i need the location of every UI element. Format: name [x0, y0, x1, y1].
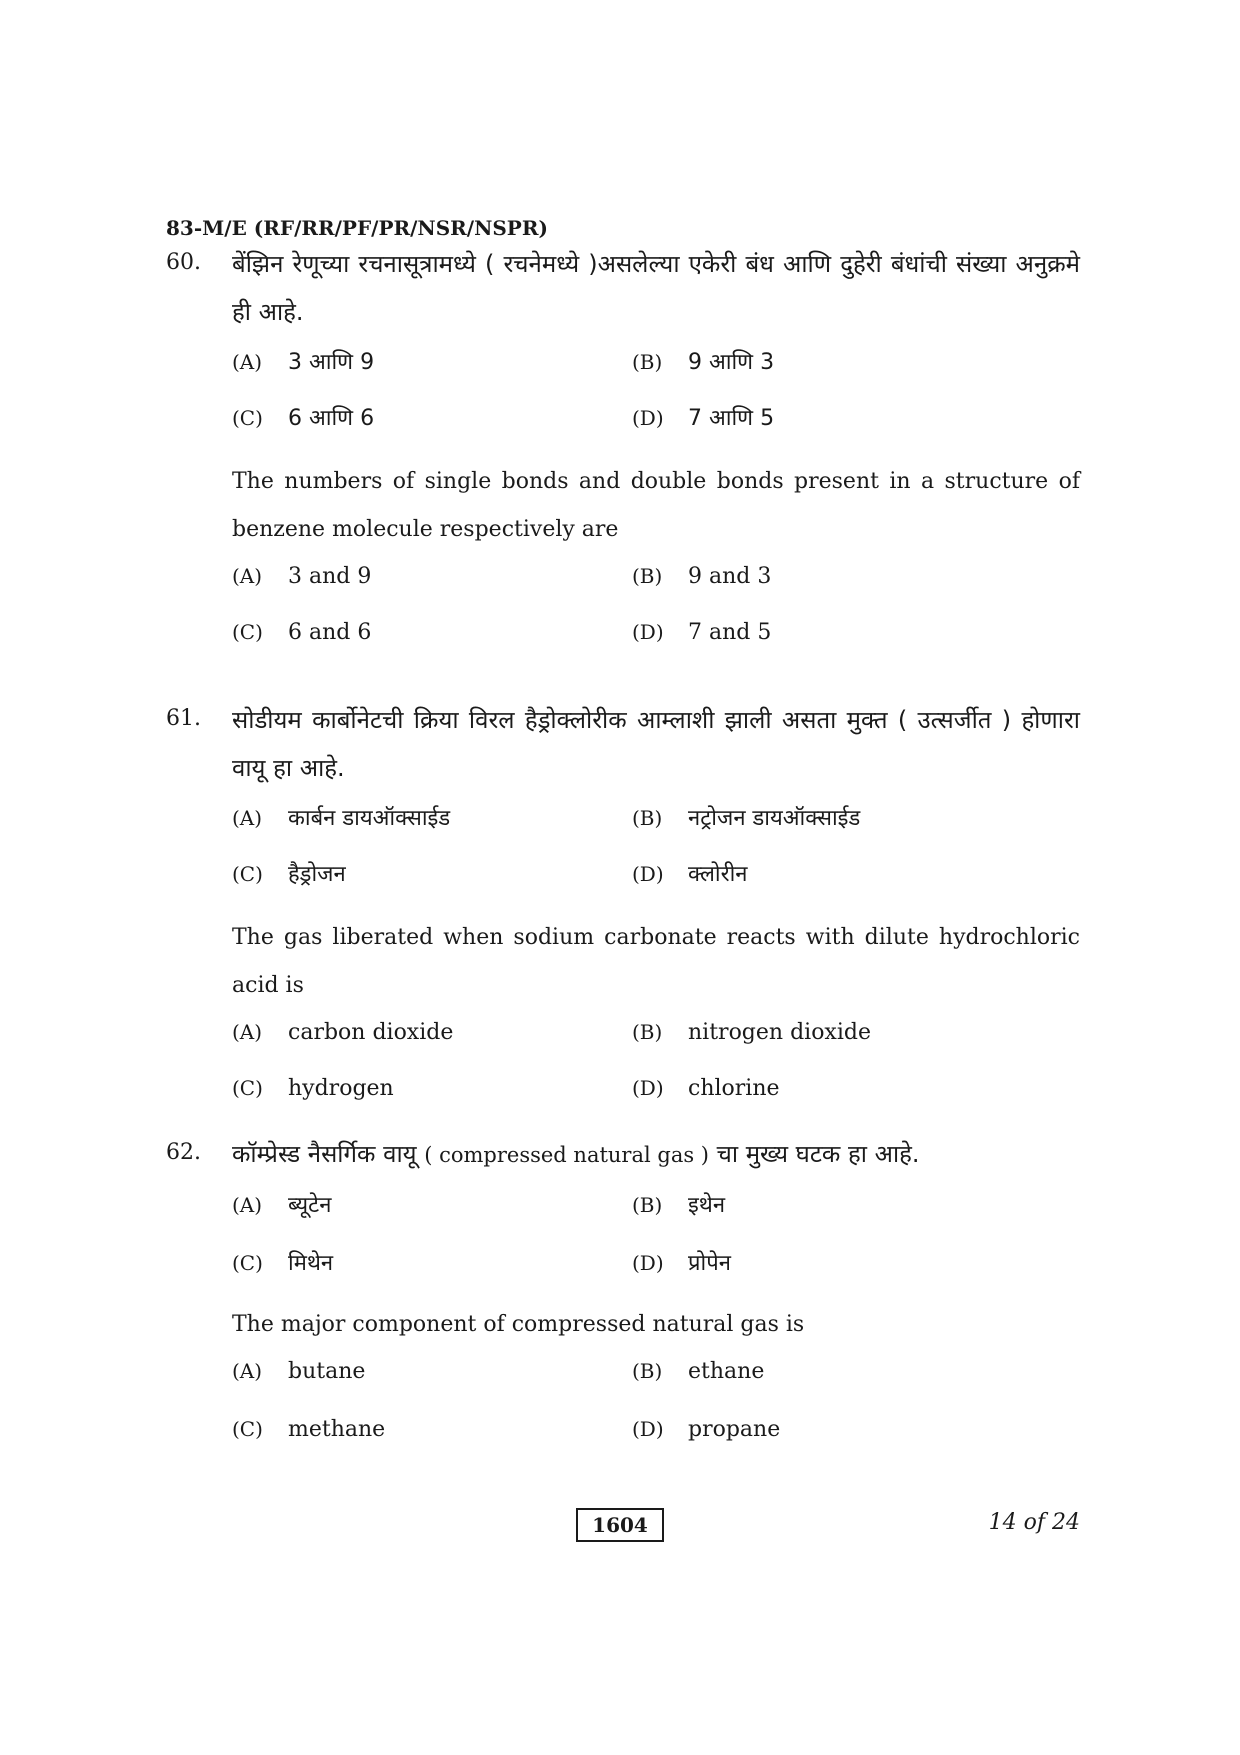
option-text: मिथेन	[288, 1251, 334, 1276]
option-label: (B)	[632, 564, 663, 588]
question-62	[166, 1130, 1080, 1459]
option-text: हैड्रोजन	[288, 862, 346, 887]
question-text-inline-english: ( compressed natural gas )	[424, 1143, 709, 1167]
option-text: methane	[288, 1417, 386, 1442]
option-label: (A)	[232, 1359, 263, 1383]
option-label: (C)	[232, 1251, 263, 1275]
question-60	[166, 240, 1080, 664]
question-number: 61.	[166, 706, 201, 731]
option-text: hydrogen	[288, 1076, 394, 1101]
options-marathi	[232, 792, 1080, 896]
option-d	[632, 402, 774, 432]
option-c	[232, 1417, 385, 1442]
option-text: 9 and 3	[688, 564, 772, 589]
options-english	[232, 554, 1080, 664]
option-text: chlorine	[688, 1076, 780, 1101]
option-label: (D)	[632, 862, 664, 886]
question-number: 60.	[166, 250, 201, 275]
question-text-marathi: बेंझिन रेणूच्या रचनासूत्रामध्ये ( रचनेमध्ये )असलेल्या एकेरी बंध आणि दुहेरी बंधांची संख्या अनुक्रमे ही आहे.	[232, 250, 1080, 326]
option-label: (B)	[632, 1020, 663, 1044]
option-a	[232, 1189, 331, 1219]
page-number: 14 of 24	[988, 1510, 1080, 1535]
option-label: (B)	[632, 350, 663, 374]
option-b	[632, 1189, 725, 1219]
question-text-marathi: सोडीयम कार्बोनेटची क्रिया विरल हैड्रोक्लोरीक आम्लाशी झाली असता मुक्त ( उत्सर्जीत ) होणारा वायू हा आहे.	[232, 706, 1080, 782]
question-text-english: The major component of compressed natural gas is	[232, 1312, 805, 1337]
option-label: (D)	[632, 620, 664, 644]
option-b	[632, 1359, 764, 1384]
option-text: 6 आणि 6	[288, 406, 375, 431]
option-a	[232, 564, 371, 589]
option-text: कार्बन डायऑक्साईड	[288, 806, 451, 831]
option-text: propane	[688, 1417, 781, 1442]
question-text-english: The numbers of single bonds and double bonds present in a structure of benzene molecule respectively are	[232, 469, 1080, 542]
option-text: नट्रोजन डायऑक्साईड	[688, 806, 861, 831]
option-text: 6 and 6	[288, 620, 372, 645]
option-text: 9 आणि 3	[688, 350, 775, 375]
option-label: (C)	[232, 620, 263, 644]
option-d	[632, 858, 748, 888]
option-label: (A)	[232, 1193, 263, 1217]
options-english	[232, 1010, 1080, 1120]
option-d	[632, 1247, 731, 1277]
option-text: प्रोपेन	[688, 1251, 731, 1276]
option-label: (D)	[632, 1417, 664, 1441]
booklet-code-box: 1604	[576, 1508, 664, 1542]
option-label: (B)	[632, 1193, 663, 1217]
option-label: (C)	[232, 1417, 263, 1441]
option-text: butane	[288, 1359, 366, 1384]
option-text: ब्यूटेन	[288, 1193, 332, 1218]
options-marathi	[232, 1179, 1080, 1289]
option-label: (C)	[232, 862, 263, 886]
question-61	[166, 696, 1080, 1120]
option-d	[632, 1076, 780, 1101]
option-label: (D)	[632, 1251, 664, 1275]
option-text: 7 and 5	[688, 620, 772, 645]
question-text-marathi	[232, 1130, 1080, 1179]
paper-code-header: 83-M/E (RF/RR/PF/PR/NSR/NSPR)	[166, 216, 548, 240]
option-label: (D)	[632, 1076, 664, 1100]
option-text: 3 आणि 9	[288, 350, 375, 375]
question-text-part: कॉम्प्रेस्ड नैसर्गिक वायू	[232, 1140, 417, 1168]
option-label: (A)	[232, 1020, 263, 1044]
option-a	[232, 1020, 453, 1045]
option-b	[632, 564, 771, 589]
option-label: (B)	[632, 806, 663, 830]
option-d	[632, 1417, 780, 1442]
question-number: 62.	[166, 1140, 201, 1165]
option-b	[632, 802, 860, 832]
option-text: 7 आणि 5	[688, 406, 775, 431]
option-a	[232, 802, 450, 832]
option-text: इथेन	[688, 1193, 726, 1218]
option-label: (B)	[632, 1359, 663, 1383]
question-text-english: The gas liberated when sodium carbonate reacts with dilute hydrochloric acid is	[232, 925, 1080, 998]
option-c	[232, 1076, 394, 1101]
option-c	[232, 858, 346, 888]
question-text-part: चा मुख्य घटक हा आहे.	[716, 1140, 920, 1168]
option-label: (C)	[232, 1076, 263, 1100]
option-label: (A)	[232, 350, 263, 374]
options-marathi	[232, 336, 1080, 440]
option-text: क्लोरीन	[688, 862, 748, 887]
option-text: carbon dioxide	[288, 1020, 454, 1045]
options-english	[232, 1349, 1080, 1459]
option-label: (A)	[232, 564, 263, 588]
option-d	[632, 620, 771, 645]
option-c	[232, 620, 371, 645]
option-text: ethane	[688, 1359, 765, 1384]
option-label: (A)	[232, 806, 263, 830]
option-text: 3 and 9	[288, 564, 372, 589]
option-b	[632, 346, 774, 376]
option-c	[232, 402, 374, 432]
option-b	[632, 1020, 871, 1045]
option-label: (D)	[632, 406, 664, 430]
option-text: nitrogen dioxide	[688, 1020, 871, 1045]
option-c	[232, 1247, 333, 1277]
option-a	[232, 346, 374, 376]
option-a	[232, 1359, 365, 1384]
option-label: (C)	[232, 406, 263, 430]
